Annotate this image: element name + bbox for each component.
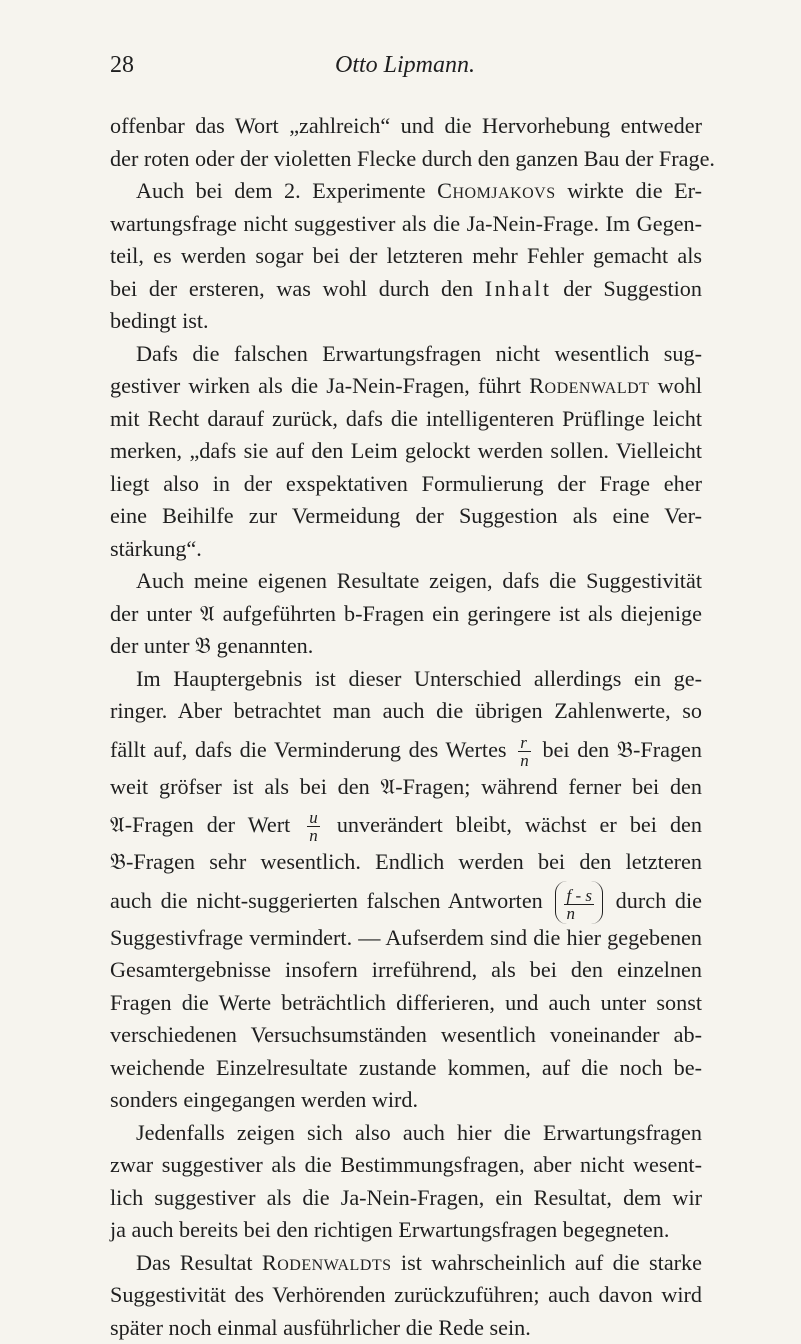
text-line — [110, 803, 702, 846]
text-segment: gestiver wirken als die Ja-Nein-Fragen, führt — [110, 373, 529, 398]
text-line: ja auch bereits bei den richtigen Erwartungsfragen begegneten. — [110, 1214, 702, 1247]
author-name: Chomjakovs — [437, 178, 555, 203]
text-line: zwar suggestiver als die Bestimmungsfragen, aber nicht wesent- — [110, 1149, 702, 1182]
text-segment: 𝔄-Fragen der Wert — [110, 812, 303, 837]
text-line — [110, 175, 702, 208]
text-line: ringer. Aber betrachtet man auch die übrigen Zahlenwerte, so — [110, 695, 702, 728]
fraction-denominator: n — [518, 752, 531, 769]
text-segment: Auch bei dem 2. Experimente — [136, 178, 437, 203]
fraction-r-over-n — [518, 734, 531, 769]
text-line: wartungsfrage nicht suggestiver als die Ja-Nein-Frage. Im Gegen- — [110, 208, 702, 241]
text-segment: bei den 𝔅-Fragen — [535, 737, 702, 762]
text-line: teil, es werden sogar bei der letzteren mehr Fehler gemacht als — [110, 240, 702, 273]
text-line: Auch meine eigenen Resultate zeigen, dafs die Suggestivität — [110, 565, 702, 598]
text-line: merken, „dafs sie auf den Leim gelockt werden sollen. Vielleicht — [110, 435, 702, 468]
text-line: später noch einmal ausführlicher die Rede sein. — [110, 1312, 702, 1344]
text-segment: wirkte die Er- — [556, 178, 702, 203]
fraction-numerator: u — [307, 809, 320, 827]
text-line: verschiedenen Versuchsumständen wesentlich voneinander ab- — [110, 1019, 702, 1052]
text-line — [110, 728, 702, 771]
text-line: Gesamtergebnisse insofern irreführend, als bei den einzelnen — [110, 954, 702, 987]
author-name: Rodenwaldts — [262, 1250, 392, 1275]
text-line: offenbar das Wort „zahlreich“ und die Hervorhebung entweder — [110, 110, 702, 143]
text-line: Fragen die Werte beträchtlich differieren, und auch unter sonst — [110, 987, 702, 1020]
fraction-numerator: r — [518, 734, 531, 752]
text-segment: durch die — [607, 888, 702, 913]
text-segment: bei der ersteren, was wohl durch den — [110, 276, 485, 301]
text-line: der roten oder der violetten Flecke durch den ganzen Bau der Frage. — [110, 143, 702, 176]
text-line: eine Beihilfe zur Vermeidung der Suggestion als eine Ver- — [110, 500, 702, 533]
text-segment: wohl — [649, 373, 702, 398]
text-line: Im Hauptergebnis ist dieser Unterschied allerdings ein ge- — [110, 663, 702, 696]
text-segment: Das Resultat — [136, 1250, 262, 1275]
text-line — [110, 1247, 702, 1280]
text-line: lich suggestiver als die Ja-Nein-Fragen, ein Resultat, dem wir — [110, 1182, 702, 1215]
parenthesized-fraction — [555, 881, 603, 924]
author-name: Rodenwaldt — [529, 373, 649, 398]
page-number: 28 — [110, 52, 134, 79]
body-text — [110, 110, 702, 1344]
text-line: sonders eingegangen werden wird. — [110, 1084, 702, 1117]
text-line: bedingt ist. — [110, 305, 702, 338]
text-line: 𝔅-Fragen sehr wesentlich. Endlich werden bei den letzteren — [110, 846, 702, 879]
fraction-denominator: n — [564, 905, 594, 922]
text-segment: der Suggestion — [552, 276, 702, 301]
text-line: Suggestivität des Verhörenden zurückzuführen; auch davon wird — [110, 1279, 702, 1312]
text-line: Jedenfalls zeigen sich also auch hier die Erwartungsfragen — [110, 1117, 702, 1150]
text-segment: unverändert bleibt, wächst er bei den — [324, 812, 702, 837]
text-line — [110, 273, 702, 306]
page-header — [110, 52, 700, 82]
text-line: der unter 𝔄 aufgeführten b-Fragen ein geringere ist als diejenige — [110, 598, 702, 631]
text-line: liegt also in der exspektativen Formulierung der Frage eher — [110, 468, 702, 501]
text-line — [110, 879, 702, 922]
text-line: stärkung“. — [110, 533, 702, 566]
text-segment: ist wahrscheinlich auf die starke — [392, 1250, 702, 1275]
emphasized-word: Inhalt — [485, 276, 552, 301]
text-line: der unter 𝔅 genannten. — [110, 630, 702, 663]
fraction-u-over-n — [307, 809, 320, 844]
text-line: weit gröfser ist als bei den 𝔄-Fragen; während ferner bei den — [110, 771, 702, 804]
fraction-numerator: f - s — [564, 887, 594, 905]
text-line: Suggestivfrage vermindert. — Aufserdem sind die hier gegebenen — [110, 922, 702, 955]
fraction-denominator: n — [307, 827, 320, 844]
text-line: weichende Einzelresultate zustande kommen, auf die noch be- — [110, 1052, 702, 1085]
text-segment: fällt auf, dafs die Verminderung des Wertes — [110, 737, 514, 762]
text-line: mit Recht darauf zurück, dafs die intelligenteren Prüflinge leicht — [110, 403, 702, 436]
text-line — [110, 370, 702, 403]
running-title: Otto Lipmann. — [110, 52, 700, 79]
text-segment: auch die nicht-suggerierten falschen Antworten — [110, 888, 551, 913]
fraction-f-minus-s-over-n — [564, 887, 594, 922]
text-line: Dafs die falschen Erwartungsfragen nicht wesentlich sug- — [110, 338, 702, 371]
